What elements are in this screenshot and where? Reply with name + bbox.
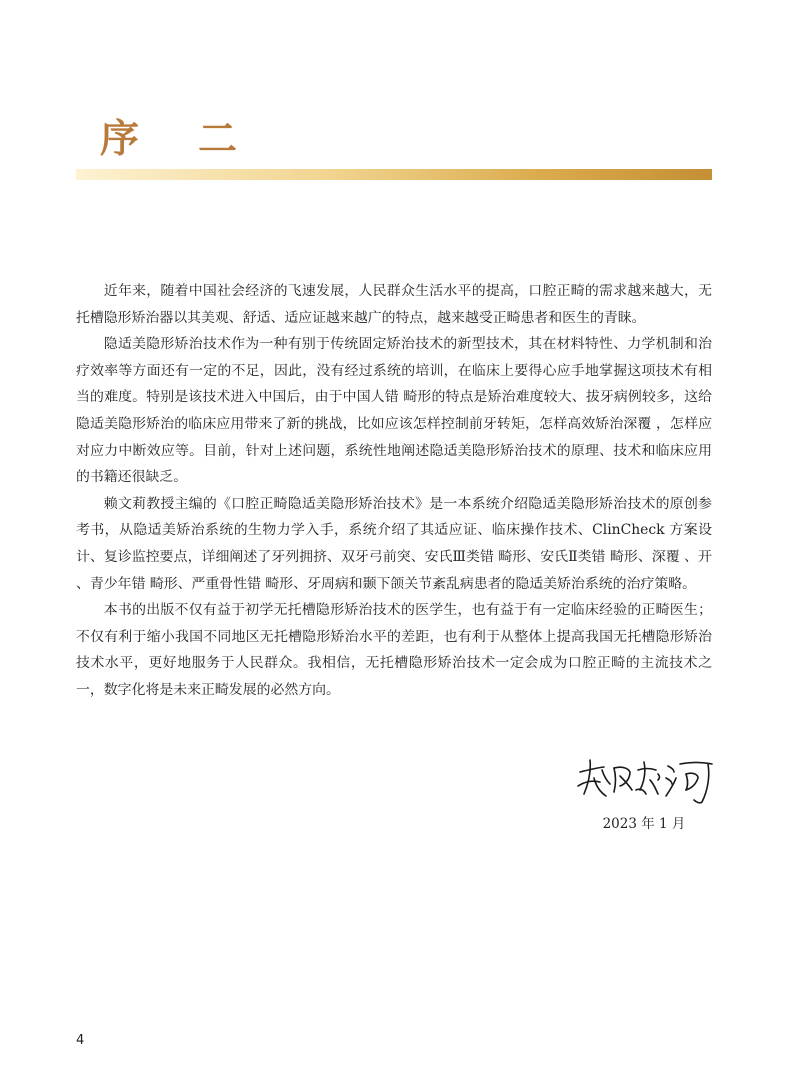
- title-char-1: 序: [100, 117, 140, 162]
- handwritten-signature: [574, 750, 724, 810]
- title-divider: [76, 169, 712, 180]
- paragraph-2: 隐适美隐形矫治技术作为一种有别于传统固定矫治技术的新型技术，其在材料特性、力学机制和治疗效率等方面还有一定的不足，因此，没有经过系统的培训，在临床上要得心应手地掌握这项技术有相当的难度。特别是该技术进入中国后，由于中国人错 畸形的特点是矫治难度较大、拔牙病例较多，这给隐适美隐形矫治的临床应用带来了新的挑战，比如应该怎样控制前牙转矩，怎样高效矫治深覆 ，怎样应对应力中断效应等。目前，针对上述问题，系统性地阐述隐适美隐形矫治技术的原理、技术和临床应用的书籍还很缺乏。: [76, 336, 712, 486]
- page-number: 4: [76, 1033, 85, 1048]
- preface-body: [76, 278, 712, 704]
- paragraph-1: 近年来，随着中国社会经济的飞速发展，人民群众生活水平的提高，口腔正畸的需求越来越大，无托槽隐形矫治器以其美观、舒适、适应证越来越广的特点，越来越受正畸患者和医生的青睐。: [76, 283, 712, 326]
- date-line: 2023 年 1 月: [602, 816, 686, 832]
- paragraph-4: 本书的出版不仅有益于初学无托槽隐形矫治技术的医学生，也有益于有一定临床经验的正畸医生；不仅有利于缩小我国不同地区无托槽隐形矫治水平的差距，也有利于从整体上提高我国无托槽隐形矫治技术水平，更好地服务于人民群众。我相信，无托槽隐形矫治技术一定会成为口腔正畸的主流技术之一，数字化将是未来正畸发展的必然方向。: [76, 602, 712, 698]
- paragraph-3: 赖文莉教授主编的《口腔正畸隐适美隐形矫治技术》是一本系统介绍隐适美隐形矫治技术的原创参考书，从隐适美矫治系统的生物力学入手，系统介绍了其适应证、临床操作技术、ClinCheck 方案设计、复诊监控要点，详细阐述了牙列拥挤、双牙弓前突、安氏Ⅲ类错 畸形、安氏Ⅱ类错 畸形、深覆 、开 、青少年错 畸形、严重骨性错 畸形、牙周病和颞下颌关节紊乱病患者的隐适美矫治系统的治疗策略。: [76, 495, 712, 592]
- title-char-2: 二: [198, 117, 238, 162]
